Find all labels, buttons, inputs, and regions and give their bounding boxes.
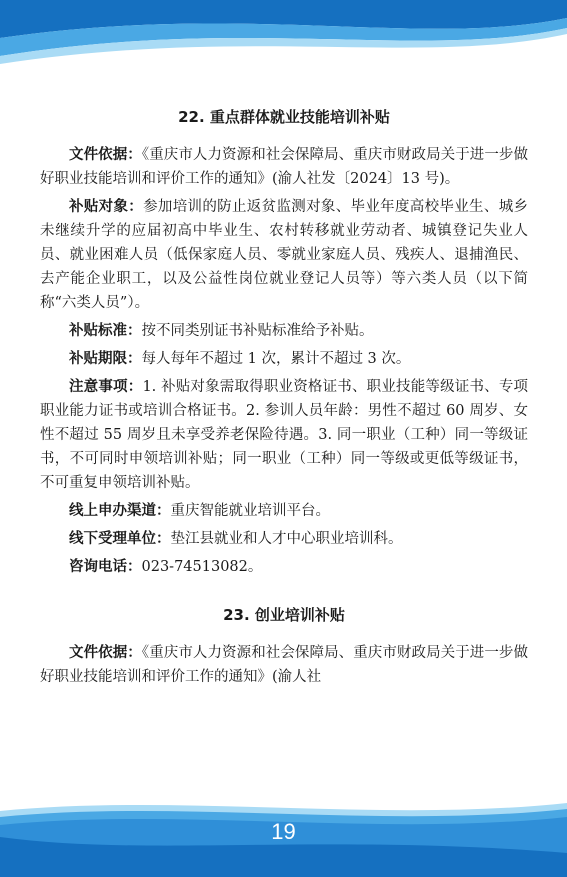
- page-number: 19: [271, 819, 296, 844]
- limit-paragraph: [40, 347, 528, 371]
- phone-paragraph: [40, 555, 528, 579]
- basis-text: 《重庆市人力资源和社会保障局、重庆市财政局关于进一步做好职业技能培训和评价工作的通知》(渝人社发〔2024〕13 号)。: [40, 147, 529, 187]
- standard-label: 补贴标准：: [69, 323, 142, 339]
- online-label: 线上申办渠道：: [69, 503, 171, 519]
- basis-paragraph: [40, 143, 528, 191]
- notes-text: 1. 补贴对象需取得职业资格证书、职业技能等级证书、专项职业能力证书或培训合格证书。2. 参训人员年龄：男性不超过 60 周岁、女性不超过 55 周岁且未享受养老保险待遇。3. 同一职业（工种）同一等级证书，不可同时申领培训补贴；同一职业（工种）同一等级或更低等级证书，不可重复申领培训补贴。: [40, 379, 529, 491]
- phone-label: 咨询电话：: [69, 559, 142, 575]
- limit-label: 补贴期限：: [69, 351, 142, 367]
- offline-label: 线下受理单位：: [69, 531, 171, 547]
- section-22-title: 22. 重点群体就业技能培训补贴: [178, 108, 390, 126]
- online-paragraph: [40, 499, 528, 523]
- top-wave-decoration: [0, 0, 567, 80]
- target-text: 参加培训的防止返贫监测对象、毕业年度高校毕业生、城乡未继续升学的应届初高中毕业生、农村转移就业劳动者、城镇登记失业人员、就业困难人员（低保家庭人员、零就业家庭人员、残疾人、退捕渔民、去产能企业职工，以及公益性岗位就业登记人员等）等六类人员（以下简称“六类人员”）。: [40, 199, 529, 311]
- online-text: 重庆智能就业培训平台。: [170, 503, 330, 519]
- basis-label-23: 文件依据：: [69, 645, 142, 661]
- basis-text-23: 《重庆市人力资源和社会保障局、重庆市财政局关于进一步做好职业技能培训和评价工作的通知》(渝人社: [40, 645, 529, 685]
- notes-paragraph: [40, 375, 528, 495]
- target-label: 补贴对象：: [69, 199, 144, 215]
- target-paragraph: [40, 195, 528, 315]
- offline-text: 垫江县就业和人才中心职业培训科。: [170, 531, 403, 547]
- page-content: [40, 105, 528, 693]
- notes-label: 注意事项：: [69, 379, 143, 395]
- limit-text: 每人每年不超过 1 次，累计不超过 3 次。: [141, 351, 411, 367]
- basis-paragraph-23: [40, 641, 528, 689]
- section-23-title: 23. 创业培训补贴: [223, 606, 345, 624]
- standard-text: 按不同类别证书补贴标准给予补贴。: [141, 323, 374, 339]
- phone-text: 023-74513082。: [141, 559, 263, 575]
- standard-paragraph: [40, 319, 528, 343]
- basis-label: 文件依据：: [69, 147, 142, 163]
- offline-paragraph: [40, 527, 528, 551]
